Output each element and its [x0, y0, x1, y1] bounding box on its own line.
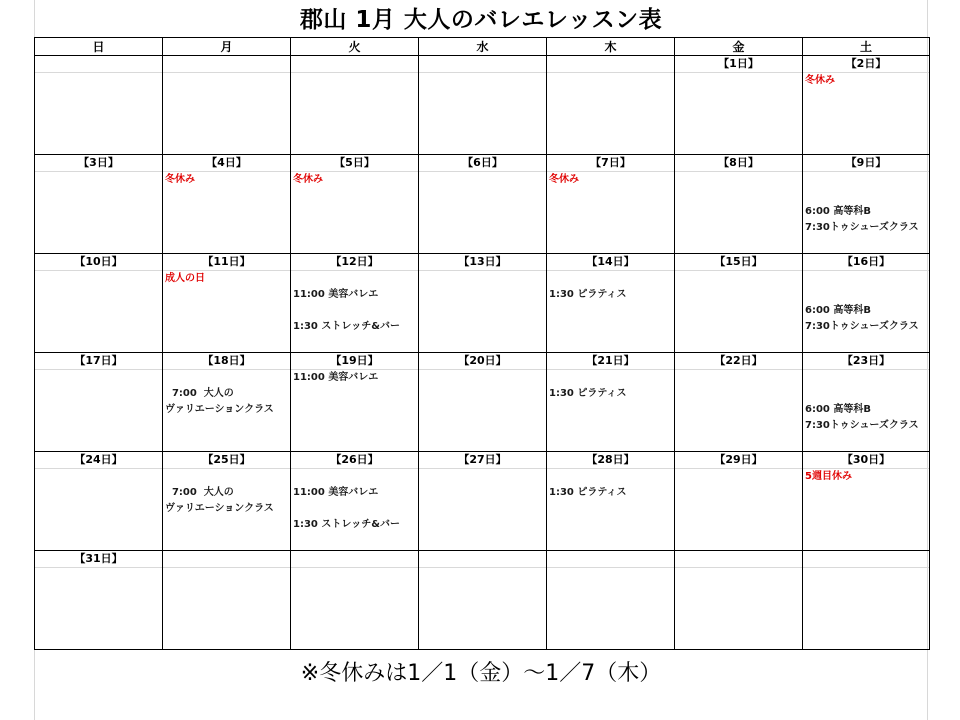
day-number: 【21日】: [547, 353, 674, 370]
day-number: 【11日】: [163, 254, 290, 271]
lesson-entry: 1:30 ストレッチ&バー: [293, 321, 400, 332]
calendar-day-cell[interactable]: [35, 551, 163, 650]
day-number: 【22日】: [675, 353, 802, 370]
day-number: 【8日】: [675, 155, 802, 172]
calendar-day-cell[interactable]: [803, 56, 930, 155]
calendar-day-cell[interactable]: [803, 551, 930, 650]
holiday-label: 冬休み: [165, 174, 195, 185]
day-number: [547, 56, 674, 73]
day-number: 【24日】: [35, 452, 162, 469]
day-number: 【18日】: [163, 353, 290, 370]
holiday-label: 5週目休み: [805, 471, 852, 482]
page-title: 郡山 1月 大人のバレエレッスン表: [299, 7, 663, 33]
day-number: 【23日】: [803, 353, 929, 370]
calendar-week-row: [35, 155, 930, 254]
calendar-day-cell[interactable]: [547, 353, 675, 452]
weekday-sat: 土: [803, 38, 930, 56]
day-number: 【28日】: [547, 452, 674, 469]
calendar-day-cell[interactable]: [419, 254, 547, 353]
calendar-day-cell[interactable]: [675, 353, 803, 452]
calendar-day-cell[interactable]: [163, 353, 291, 452]
calendar-day-cell[interactable]: [291, 254, 419, 353]
lesson-entry: 6:00 高等科B: [805, 305, 871, 316]
day-number: 【6日】: [419, 155, 546, 172]
day-number: 【16日】: [803, 254, 929, 271]
day-number: 【10日】: [35, 254, 162, 271]
day-number: [547, 551, 674, 568]
calendar-day-cell[interactable]: [291, 551, 419, 650]
calendar-day-cell[interactable]: [675, 56, 803, 155]
day-number: 【13日】: [419, 254, 546, 271]
day-number: 【27日】: [419, 452, 546, 469]
day-number: 【19日】: [291, 353, 418, 370]
lesson-entry: 11:00 美容バレエ: [293, 487, 379, 498]
day-number: 【31日】: [35, 551, 162, 568]
calendar-day-cell[interactable]: [675, 155, 803, 254]
calendar-day-cell[interactable]: [675, 452, 803, 551]
lesson-entry: 7:00 大人の: [165, 487, 234, 498]
lesson-entry: 11:00 美容バレエ: [293, 372, 379, 383]
calendar-day-cell[interactable]: [675, 551, 803, 650]
day-number: [163, 56, 290, 73]
calendar-day-cell[interactable]: [163, 56, 291, 155]
day-number: [291, 551, 418, 568]
calendar-week-row: [35, 551, 930, 650]
calendar-day-cell[interactable]: [803, 452, 930, 551]
calendar-day-cell[interactable]: [291, 56, 419, 155]
day-number: 【3日】: [35, 155, 162, 172]
day-number: [419, 551, 546, 568]
day-number: 【26日】: [291, 452, 418, 469]
calendar-day-cell[interactable]: [419, 56, 547, 155]
calendar-day-cell[interactable]: [419, 155, 547, 254]
calendar-day-cell[interactable]: [419, 452, 547, 551]
lesson-entry: 1:30 ストレッチ&バー: [293, 519, 400, 530]
calendar-day-cell[interactable]: [163, 254, 291, 353]
calendar-week-row: [35, 452, 930, 551]
holiday-label: 冬休み: [293, 174, 323, 185]
lesson-entry: ヴァリエーションクラス: [165, 503, 274, 514]
holiday-label: 冬休み: [549, 174, 579, 185]
weekday-thu: 木: [547, 38, 675, 56]
winter-break-note: ※冬休みは1／1（金）～1／7（木）: [300, 661, 662, 686]
day-number: 【17日】: [35, 353, 162, 370]
calendar-day-cell[interactable]: [547, 254, 675, 353]
weekday-mon: 月: [163, 38, 291, 56]
day-number: 【20日】: [419, 353, 546, 370]
calendar-day-cell[interactable]: [547, 155, 675, 254]
lesson-entry: 11:00 美容バレエ: [293, 289, 379, 300]
day-number: 【2日】: [803, 56, 929, 73]
day-number: 【1日】: [675, 56, 802, 73]
calendar-day-cell[interactable]: [291, 452, 419, 551]
calendar-day-cell[interactable]: [803, 254, 930, 353]
calendar-day-cell[interactable]: [547, 56, 675, 155]
calendar-day-cell[interactable]: [35, 452, 163, 551]
day-number: 【15日】: [675, 254, 802, 271]
calendar-day-cell[interactable]: [35, 155, 163, 254]
lesson-entry: 7:30トゥシューズクラス: [805, 321, 919, 332]
lesson-entry: ヴァリエーションクラス: [165, 404, 274, 415]
calendar-day-cell[interactable]: [675, 254, 803, 353]
weekday-tue: 火: [291, 38, 419, 56]
calendar-day-cell[interactable]: [163, 452, 291, 551]
lesson-entry: 6:00 高等科B: [805, 206, 871, 217]
calendar-day-cell[interactable]: [803, 155, 930, 254]
calendar-week-row: [35, 254, 930, 353]
day-number: 【29日】: [675, 452, 802, 469]
holiday-label: 成人の日: [165, 273, 205, 284]
calendar-table: [34, 37, 930, 650]
day-number: 【7日】: [547, 155, 674, 172]
day-number: 【4日】: [163, 155, 290, 172]
calendar-day-cell[interactable]: [419, 353, 547, 452]
day-number: 【9日】: [803, 155, 929, 172]
calendar-day-cell[interactable]: [35, 56, 163, 155]
calendar-day-cell[interactable]: [163, 155, 291, 254]
day-number: 【30日】: [803, 452, 929, 469]
lesson-entry: 1:30 ピラティス: [549, 487, 627, 498]
calendar-day-cell[interactable]: [35, 353, 163, 452]
day-number: 【5日】: [291, 155, 418, 172]
calendar-day-cell[interactable]: [803, 353, 930, 452]
day-number: [675, 551, 802, 568]
calendar-day-cell[interactable]: [419, 551, 547, 650]
weekday-fri: 金: [675, 38, 803, 56]
day-number: [35, 56, 162, 73]
lesson-entry: 7:30トゥシューズクラス: [805, 420, 919, 431]
lesson-entry: 7:30トゥシューズクラス: [805, 222, 919, 233]
calendar-day-cell[interactable]: [547, 551, 675, 650]
lesson-entry: 6:00 高等科B: [805, 404, 871, 415]
weekday-sun: 日: [35, 38, 163, 56]
day-number: [163, 551, 290, 568]
calendar-day-cell[interactable]: [291, 353, 419, 452]
lesson-entry: 7:00 大人の: [165, 388, 234, 399]
day-number: [291, 56, 418, 73]
holiday-label: 冬休み: [805, 75, 835, 86]
calendar-day-cell[interactable]: [547, 452, 675, 551]
calendar-week-row: [35, 353, 930, 452]
calendar-week-row: [35, 56, 930, 155]
day-number: 【12日】: [291, 254, 418, 271]
day-number: 【14日】: [547, 254, 674, 271]
weekday-header-row: [35, 38, 930, 56]
weekday-wed: 水: [419, 38, 547, 56]
calendar-day-cell[interactable]: [163, 551, 291, 650]
lesson-entry: 1:30 ピラティス: [549, 289, 627, 300]
day-number: 【25日】: [163, 452, 290, 469]
calendar-day-cell[interactable]: [35, 254, 163, 353]
day-number: [419, 56, 546, 73]
calendar-day-cell[interactable]: [291, 155, 419, 254]
day-number: [803, 551, 929, 568]
lesson-entry: 1:30 ピラティス: [549, 388, 627, 399]
